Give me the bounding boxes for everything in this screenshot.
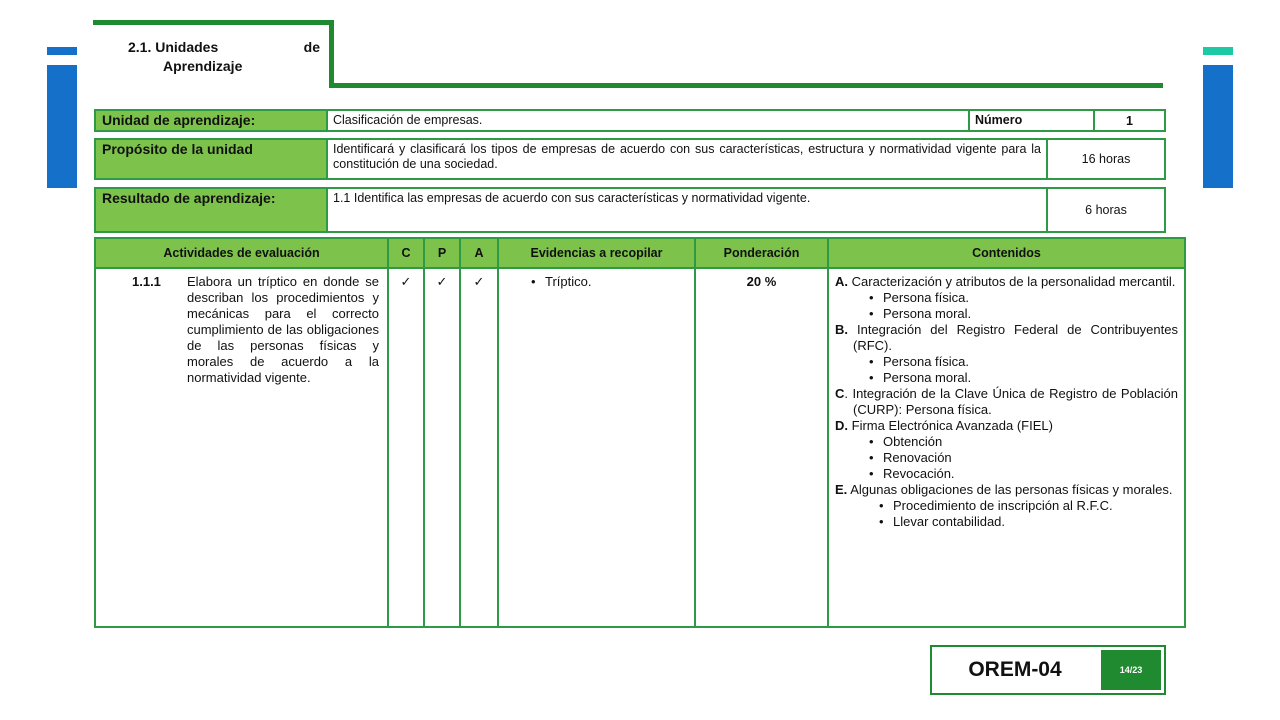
content-e: E. Algunas obligaciones de las personas físicas y morales. [835, 482, 1173, 497]
header-p: P [424, 238, 460, 268]
content-c: C. Integración de la Clave Única de Registro de Población (CURP): Persona física. [835, 386, 1178, 417]
header-bottom-line [329, 83, 1163, 88]
evaluation-table [94, 237, 1186, 628]
document-code-box [930, 645, 1166, 695]
purpose-label: Propósito de la unidad [95, 139, 327, 179]
number-label: Número [969, 110, 1094, 131]
header-c: C [388, 238, 424, 268]
purpose-value: Identificará y clasificará los tipos de empresas de acuerdo con sus características, estructura y normatividad vigente para la constitución de una sociedad. [327, 139, 1047, 179]
header-a: A [460, 238, 498, 268]
contents-cell [828, 268, 1185, 627]
evidence-cell [498, 268, 695, 627]
section-title-part2: de [303, 39, 320, 55]
weight-cell: 20 % [695, 268, 828, 627]
header-weight: Ponderación [695, 238, 828, 268]
list-item: • Persona física. [883, 290, 1178, 306]
left-accent-bar [47, 65, 77, 188]
check-p: ✓ [424, 268, 460, 627]
list-item: • Obtención [883, 434, 1178, 450]
list-item: • Llevar contabilidad. [893, 514, 1178, 530]
activity-number: 1.1.1 [132, 274, 161, 289]
header-activities: Actividades de evaluación [95, 238, 388, 268]
activity-cell [95, 268, 388, 627]
result-hours: 6 horas [1047, 188, 1165, 232]
purpose-hours: 16 horas [1047, 139, 1165, 179]
page-indicator: 14/23 [1101, 650, 1161, 690]
table-row [95, 268, 1185, 627]
content-d: D. Firma Electrónica Avanzada (FIEL) [835, 418, 1053, 433]
section-title-part1: 2.1. Unidades [128, 39, 219, 55]
document-code: OREM-04 [968, 658, 1062, 681]
list-item: • Renovación [883, 450, 1178, 466]
section-header [93, 20, 1163, 88]
right-accent-cap [1203, 47, 1233, 55]
list-item: • Persona física. [883, 354, 1178, 370]
content-a: A. Caracterización y atributos de la personalidad mercantil. [835, 274, 1176, 289]
purpose-table [94, 138, 1166, 180]
list-item: • Procedimiento de inscripción al R.F.C. [893, 498, 1178, 514]
right-accent-bar [1203, 65, 1233, 188]
header-evidence: Evidencias a recopilar [498, 238, 695, 268]
evidence-item: • Tríptico. [545, 274, 688, 290]
header-vertical-line [329, 20, 334, 88]
unit-table [94, 109, 1166, 132]
section-title [128, 38, 320, 76]
activity-text: Elabora un tríptico en donde se describan los procedimientos y mecánicas para el correcto cumplimiento de las obligaciones de las personas físicas y morales de acuerdo a la normatividad vigente. [187, 274, 379, 385]
result-value: 1.1 Identifica las empresas de acuerdo con sus características y normatividad vigente. [327, 188, 1047, 232]
check-a: ✓ [460, 268, 498, 627]
section-title-line2: Aprendizaje [163, 58, 243, 74]
content-b: B. Integración del Registro Federal de Contribuyentes (RFC). [835, 322, 1178, 353]
list-item: • Revocación. [883, 466, 1178, 482]
left-accent-cap [47, 47, 77, 55]
result-table [94, 187, 1166, 233]
header-top-line [93, 20, 333, 25]
number-value: 1 [1094, 110, 1165, 131]
check-c: ✓ [388, 268, 424, 627]
unit-label: Unidad de aprendizaje: [95, 110, 327, 131]
list-item: • Persona moral. [883, 370, 1178, 386]
header-contents: Contenidos [828, 238, 1185, 268]
unit-value: Clasificación de empresas. [327, 110, 969, 131]
result-label: Resultado de aprendizaje: [95, 188, 327, 232]
list-item: • Persona moral. [883, 306, 1178, 322]
